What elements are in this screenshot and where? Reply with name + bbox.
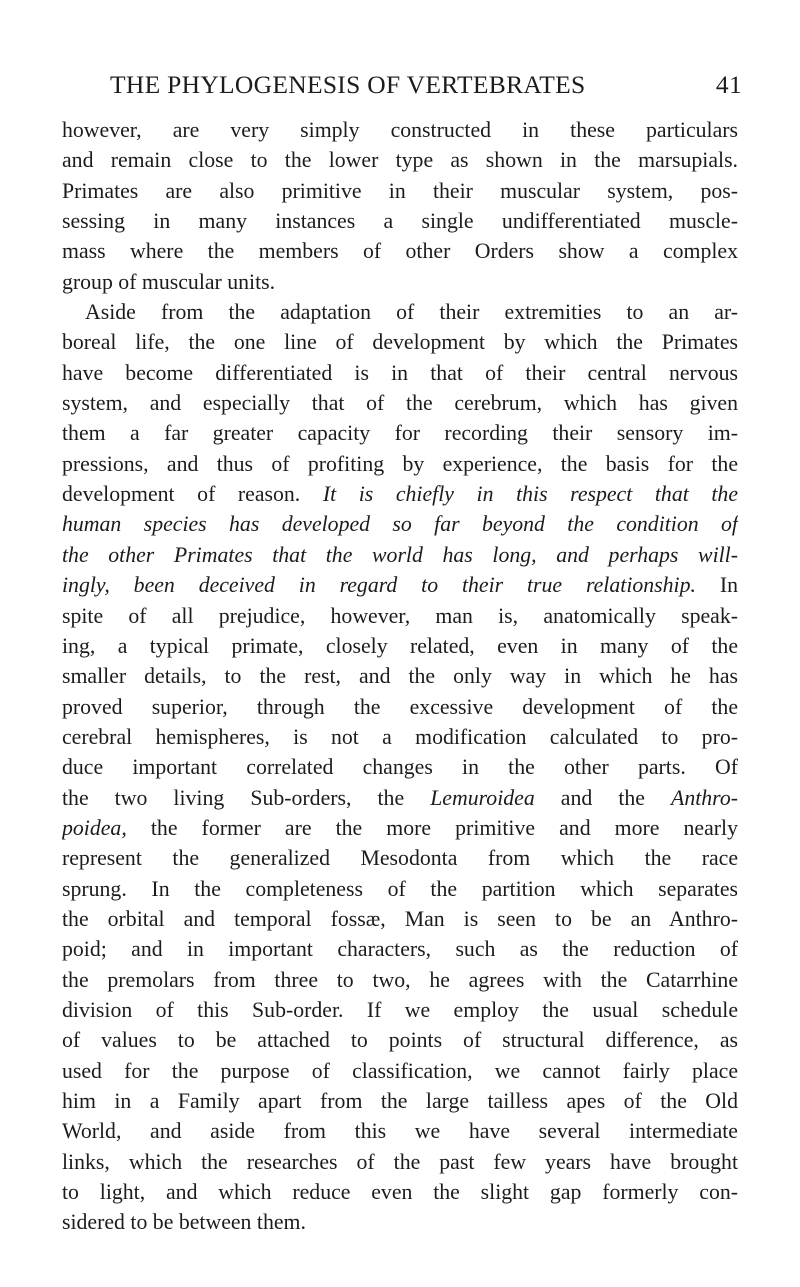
text-line: duce important correlated changes in the other parts. Of [62, 755, 738, 780]
text-line: development of reason. It is chiefly in this respect that the [62, 482, 738, 507]
text-line: system, and especially that of the cerebrum, which has given [62, 391, 738, 416]
text-line: spite of all prejudice, however, man is, anatomically speak- [62, 603, 738, 628]
text-line: sidered to be between them. [62, 1210, 306, 1235]
text-line: the orbital and temporal fossæ, Man is seen to be an Anthro- [62, 906, 738, 931]
emphasis-text: the other Primates that the world has long, and perhaps will- [62, 542, 738, 567]
text-line: them a far greater capacity for recording their sensory im- [62, 421, 738, 446]
text-line: division of this Sub-order. If we employ the usual schedule [62, 997, 738, 1022]
text-line [62, 540, 738, 570]
running-title: THE PHYLOGENESIS OF VERTEBRATES [110, 70, 586, 99]
text-line: represent the generalized Mesodonta from which the race [62, 846, 738, 871]
text-line: ing, a typical primate, closely related, even in many of the [62, 633, 738, 658]
emphasis-text: human species has developed so far beyond the condition of [62, 512, 738, 537]
emphasis-text: It is chiefly in this respect that the [322, 482, 738, 507]
running-head [110, 70, 750, 110]
text-line: cerebral hemispheres, is not a modification calculated to pro- [62, 724, 738, 749]
text-line: links, which the researches of the past few years have brought [62, 1149, 738, 1174]
text-line: proved superior, through the excessive development of the [62, 694, 738, 719]
taxon-name: Anthro- [671, 785, 738, 810]
emphasis-text: ingly, been deceived in regard to their true relationship. [62, 573, 696, 598]
text-line: smaller details, to the rest, and the only way in which he has [62, 664, 738, 689]
body-text [62, 115, 738, 1238]
taxon-name: Lemuroidea [430, 785, 535, 810]
text-line: however, are very simply constructed in these particulars [62, 118, 738, 142]
text-line: sessing in many instances a single undifferentiated muscle- [62, 209, 738, 234]
text-line: used for the purpose of classification, we cannot fairly place [62, 1058, 738, 1083]
text-line: mass where the members of other Orders show a complex [62, 239, 738, 264]
text-line: sprung. In the completeness of the partition which separates [62, 876, 738, 901]
text-line: poid; and in important characters, such as the reduction of [62, 937, 738, 962]
text-line: World, and aside from this we have several intermediate [62, 1119, 738, 1144]
text-line: group of muscular units. [62, 269, 276, 294]
text-line: boreal life, the one line of development by which the Primates [62, 330, 738, 355]
text-line: poidea, the former are the more primitive and more nearly [62, 815, 738, 840]
text-line: the premolars from three to two, he agrees with the Catarrhine [62, 967, 738, 992]
taxon-name: poidea, [62, 815, 127, 840]
paragraph-start-line: Aside from the adaptation of their extremities to an ar- [85, 300, 738, 325]
text-line: pressions, and thus of profiting by experience, the basis for the [62, 451, 738, 476]
text-line: to light, and which reduce even the slight gap formerly con- [62, 1180, 738, 1205]
text-line: him in a Family apart from the large tailless apes of the Old [62, 1089, 738, 1113]
text-line [62, 509, 738, 539]
text-line: Primates are also primitive in their muscular system, pos- [62, 178, 738, 203]
text-line: ingly, been deceived in regard to their true relationship. In [62, 573, 738, 598]
text-line: the two living Sub-orders, the Lemuroidea and the Anthro- [62, 785, 738, 810]
text-line: of values to be attached to points of structural difference, as [62, 1028, 738, 1053]
text-line: have become differentiated is in that of their central nervous [62, 360, 738, 385]
page-number: 41 [715, 70, 742, 99]
text-line: and remain close to the lower type as shown in the marsupials. [62, 148, 738, 173]
